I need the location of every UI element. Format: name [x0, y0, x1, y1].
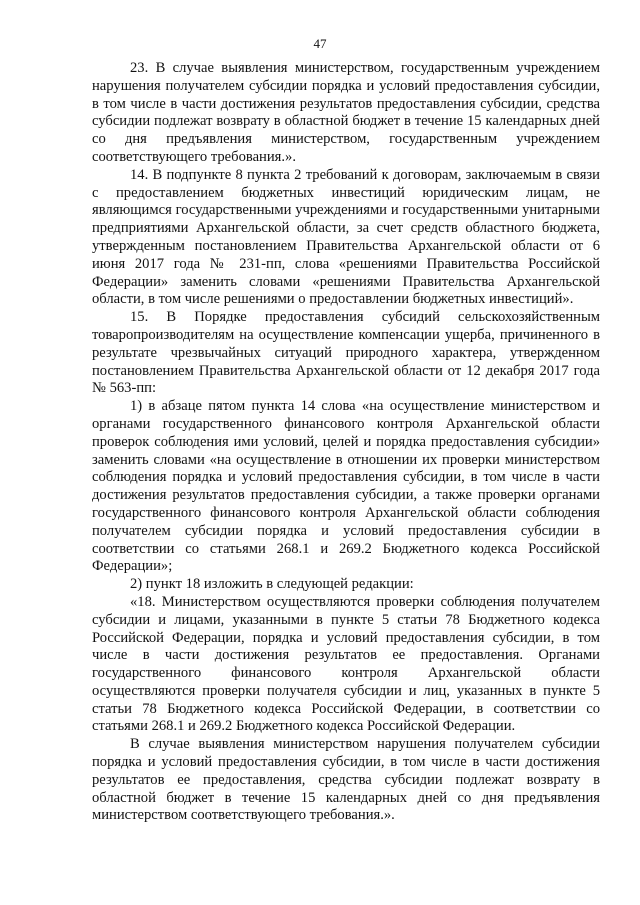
paragraph-subclause-2: 2) пункт 18 изложить в следующей редакции:	[130, 576, 414, 593]
paragraph-subclause-1: 1) в абзаце пятом пункта 14 слова «на осуществление министерством и органами государственного финансового контроля Архангельской области проверок соблюдения ими условий, целей и порядка предоставления субсидии» заменить словами «на осуществление в отношении их проверки министерством соблюдения порядка и условий предоставления субсидии, в том числе в части достижения результатов предоставления субсидии, а также проверки органами государственного финансового контроля Архангельской области соблюдения получателем субсидии порядка и условий предоставления субсидии в соответствии со статьями 268.1 и 269.2 Бюджетного кодекса Российской Федерации»;	[92, 398, 600, 575]
paragraph-item-18: «18. Министерством осуществляются проверки соблюдения получателем субсидии и лицами, указанными в пункте 5 статьи 78 Бюджетного кодекса Российской Федерации, порядка и условий предоставления субсидии, в том числе в части достижения результатов ее предоставления. Органами государственного финансового контроля Архангельской области осуществляются проверки получателя субсидии и лиц, указанных в пункте 5 статьи 78 Бюджетного кодекса Российской Федерации, в соответствии со статьями 268.1 и 269.2 Бюджетного кодекса Российской Федерации.	[92, 593, 600, 735]
paragraph-clause-14: 14. В подпункте 8 пункта 2 требований к договорам, заключаемым в связи с предоставлением бюджетных инвестиций юридическим лицам, не являющимся государственными учреждениями и государственными унитарными предприятиями Архангельской области, за счет средств областного бюджета, утвержденным постановлением Правительства Архангельской области от 6 июня 2017 года № 231-пп, слова «решениями Правительства Российской Федерации» заменить словами «решениями Правительства Архангельской области, в том числе решениями о предоставлении бюджетных инвестиций».	[92, 166, 600, 308]
paragraph-clause-15: 15. В Порядке предоставления субсидий сельскохозяйственным товаропроизводителям на осуществление компенсации ущерба, причиненного в результате чрезвычайных ситуаций природного характера, утвержденном постановлением Правительства Архангельской области от 12 декабря 2017 года № 563-пп:	[92, 309, 600, 397]
document-body	[92, 60, 600, 825]
paragraph-item-18-continued: В случае выявления министерством нарушения получателем субсидии порядка и условий предоставления субсидии, в том числе в части достижения результатов ее предоставления, средства субсидии подлежат возврату в областной бюджет в течение 15 календарных дней со дня предъявления министерством соответствующего требования.».	[92, 736, 600, 824]
paragraph-item-23: 23. В случае выявления министерством, государственным учреждением нарушения получателем субсидии порядка и условий предоставления субсидии, в том числе в части достижения результатов предоставления субсидии, средства субсидии подлежат возврату в областной бюджет в течение 15 календарных дней со дня предъявления министерством, государственным учреждением соответствующего требования.».	[92, 60, 600, 165]
page-number: 47	[313, 36, 327, 51]
